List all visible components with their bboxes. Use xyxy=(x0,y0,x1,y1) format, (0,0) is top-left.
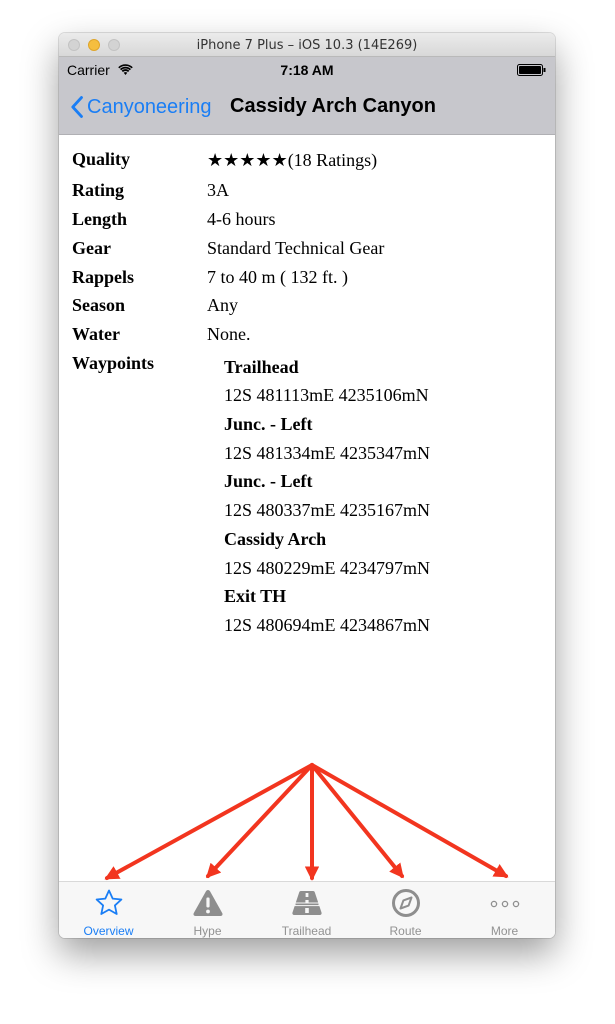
season-value: Any xyxy=(207,295,238,315)
tab-label: Hype xyxy=(193,924,222,938)
road-icon xyxy=(291,888,323,918)
waypoint-coords: 12S 481113mE 4235106mN xyxy=(224,385,429,405)
battery-icon xyxy=(517,64,547,76)
window-title: iPhone 7 Plus – iOS 10.3 (14E269) xyxy=(196,38,418,53)
tab-overview[interactable] xyxy=(59,882,158,938)
length-label: Length xyxy=(72,209,128,229)
window-titlebar xyxy=(59,33,555,57)
rappels-value: 7 to 40 m ( 132 ft. ) xyxy=(207,267,348,287)
tab-trailhead[interactable] xyxy=(257,882,356,938)
waypoint-coords: 12S 480694mE 4234867mN xyxy=(224,615,431,635)
star-icon xyxy=(94,888,124,918)
ratings-count: (18 Ratings) xyxy=(287,150,378,170)
tab-route[interactable] xyxy=(356,882,455,938)
rating-label: Rating xyxy=(72,180,125,200)
waypoint-name: Junc. - Left xyxy=(224,471,313,491)
back-button-label: Canyoneering xyxy=(87,95,212,118)
season-label: Season xyxy=(72,295,126,315)
water-label: Water xyxy=(72,324,120,344)
simulator-window xyxy=(59,33,555,938)
carrier-label: Carrier xyxy=(67,62,110,78)
chevron-left-icon xyxy=(71,96,83,118)
tab-bar xyxy=(59,881,555,938)
tab-label: Route xyxy=(389,924,422,938)
quality-value xyxy=(207,150,377,171)
page-title: Cassidy Arch Canyon xyxy=(230,95,436,117)
gear-label: Gear xyxy=(72,238,111,258)
tab-hype[interactable] xyxy=(158,882,257,938)
waypoint-name: Cassidy Arch xyxy=(224,529,327,549)
waypoint-coords: 12S 480337mE 4235167mN xyxy=(224,500,431,520)
tab-label: More xyxy=(490,924,519,938)
waypoint-name: Exit TH xyxy=(224,586,287,606)
rappels-label: Rappels xyxy=(72,267,135,287)
gear-value: Standard Technical Gear xyxy=(207,238,385,258)
quality-label: Quality xyxy=(72,149,131,169)
star-rating: ★★★★★ xyxy=(207,150,288,170)
canyon-details xyxy=(59,135,555,881)
waypoint-name: Junc. - Left xyxy=(224,414,313,434)
waypoints-label: Waypoints xyxy=(72,353,155,373)
navigation-bar xyxy=(59,57,555,135)
waypoint-coords: 12S 480229mE 4234797mN xyxy=(224,558,431,578)
length-value: 4-6 hours xyxy=(207,209,276,229)
tab-label: Trailhead xyxy=(281,924,332,938)
waypoint-coords: 12S 481334mE 4235347mN xyxy=(224,443,431,463)
waypoint-name: Trailhead xyxy=(224,357,299,377)
water-value: None. xyxy=(207,324,251,344)
tab-more[interactable] xyxy=(455,882,554,938)
tab-label: Overview xyxy=(83,924,134,938)
rating-value: 3A xyxy=(207,180,229,200)
compass-icon xyxy=(391,888,421,918)
warning-icon xyxy=(192,888,224,918)
back-button[interactable] xyxy=(71,93,212,121)
status-time: 7:18 AM xyxy=(280,62,334,78)
more-icon xyxy=(489,888,521,918)
